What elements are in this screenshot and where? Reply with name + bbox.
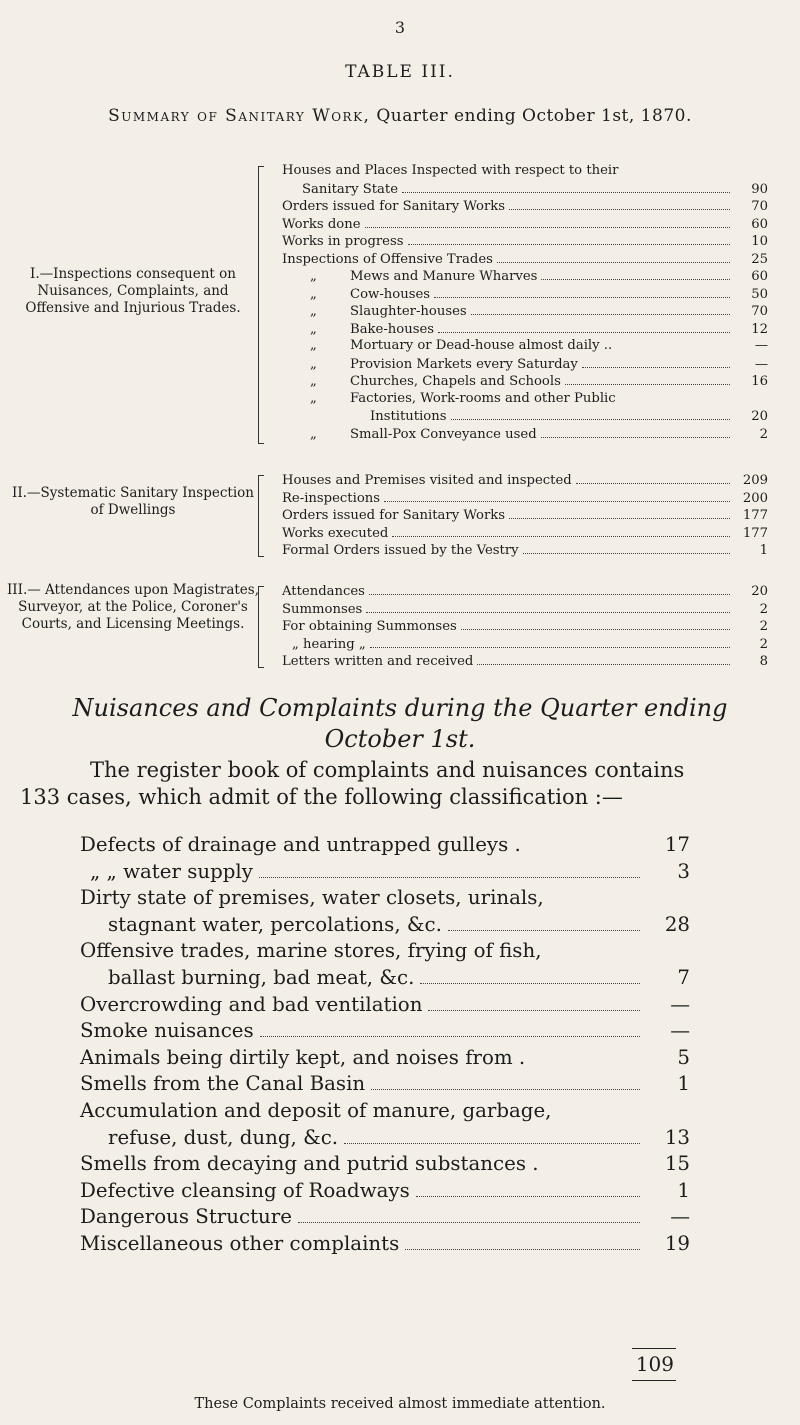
list-item	[80, 832, 690, 859]
table-row	[282, 355, 768, 373]
row-value: 200	[742, 490, 768, 506]
row-value: 10	[751, 234, 768, 249]
row-label: Houses and Places Inspected with respect to their	[282, 163, 619, 178]
row-label-text: Factories, Work-rooms and other Public	[350, 390, 616, 406]
row-value: 177	[742, 508, 768, 523]
item-label: Smells from the Canal Basin	[80, 1072, 366, 1096]
ditto-mark: „	[310, 321, 317, 337]
list-item	[80, 859, 690, 886]
row-label-text: Bake-houses	[350, 321, 435, 337]
row-label	[282, 356, 578, 374]
list-item	[80, 965, 690, 992]
list-item	[80, 1231, 690, 1258]
row-label: Attendances	[282, 584, 365, 599]
intro-line1: The register book of complaints and nuisances contains	[90, 758, 685, 782]
subtitle-caps: Summary of Sanitary Work,	[108, 106, 371, 126]
ditto-mark: „	[310, 390, 317, 406]
ditto-mark: „	[310, 374, 317, 389]
item-label: Defects of drainage and untrapped gulleys .	[80, 833, 521, 856]
table-row	[282, 372, 768, 390]
table-row	[282, 471, 768, 489]
section1-label: I.—Inspections consequent on Nuisances, Complaints, and Offensive and Injurious Trades.	[25, 266, 241, 316]
row-label: For obtaining Summonses	[282, 619, 457, 634]
item-label: stagnant water, percolations, &c.	[108, 912, 442, 936]
row-label: Inspections of Offensive Trades	[282, 251, 493, 267]
table-row	[282, 215, 768, 233]
list-item	[80, 1045, 690, 1072]
item-label: Dirty state of premises, water closets, urinals,	[80, 886, 544, 910]
complaints-total: 109	[635, 1352, 674, 1376]
table-row	[282, 600, 768, 618]
row-label-text: Cow-houses	[350, 286, 431, 302]
item-value: 5	[677, 1045, 690, 1069]
table-row	[282, 250, 768, 268]
item-value: 1	[677, 1072, 690, 1096]
item-label: Smells from decaying and putrid substances .	[80, 1152, 539, 1176]
table-row	[282, 407, 768, 425]
section2-label: II.—Systematic Sanitary Inspection of Dwellings	[12, 485, 254, 518]
list-item	[80, 1125, 690, 1152]
row-value: 20	[751, 584, 768, 599]
row-label: „ hearing „	[292, 636, 366, 652]
row-label-text: Churches, Chapels and Schools	[350, 374, 561, 389]
nuisances-heading-line2: October 1st.	[324, 725, 476, 753]
section3-rows	[282, 582, 768, 670]
item-label: Smoke nuisances	[80, 1019, 254, 1043]
subtitle-rest: Quarter ending October 1st, 1870.	[376, 106, 692, 126]
item-value: 19	[664, 1231, 690, 1255]
ditto-mark: „	[310, 356, 317, 372]
row-value: 8	[759, 654, 768, 669]
table-row	[282, 337, 768, 355]
total-rule-bottom	[632, 1380, 676, 1381]
row-value: 2	[759, 636, 768, 652]
section3-brace	[258, 586, 273, 668]
row-label-text: Mews and Manure Wharves	[350, 269, 538, 284]
item-label: ballast burning, bad meat, &c.	[108, 965, 415, 989]
list-item	[80, 912, 690, 939]
row-label-text: Mortuary or Dead-house almost daily ..	[350, 338, 613, 353]
item-label: Overcrowding and bad ventilation	[80, 992, 423, 1016]
row-value: 2	[759, 601, 768, 617]
table-row	[282, 267, 768, 285]
row-value: 20	[751, 409, 768, 424]
intro-line2: 133 cases, which admit of the following classification :—	[20, 785, 623, 809]
row-label-text: Slaughter-houses	[350, 304, 467, 319]
row-value: 25	[751, 251, 768, 267]
list-item	[80, 1178, 690, 1205]
ditto-mark: „	[310, 286, 317, 302]
item-label: „ „ water supply	[90, 859, 253, 883]
row-label	[282, 373, 561, 391]
row-label	[282, 303, 467, 321]
table-row	[282, 302, 768, 320]
row-value: 60	[751, 269, 768, 284]
nuisances-intro	[20, 757, 780, 811]
table-row	[282, 635, 768, 653]
section1-brace	[258, 166, 273, 444]
row-value: 70	[751, 199, 768, 214]
item-value: 28	[664, 912, 690, 936]
row-value: 12	[751, 321, 768, 337]
row-label: Re-inspections	[282, 490, 381, 506]
item-value: 3	[677, 859, 690, 883]
table-row	[282, 180, 768, 198]
ditto-mark: „	[310, 426, 317, 442]
row-label	[282, 321, 434, 339]
item-value: —	[670, 1019, 690, 1043]
row-label	[282, 286, 430, 304]
table-row	[282, 285, 768, 303]
item-value: —	[670, 1205, 690, 1229]
table-row	[282, 162, 768, 180]
row-value: 2	[759, 426, 768, 442]
item-value: 17	[664, 833, 690, 856]
row-label: Works in progress	[282, 234, 404, 249]
ditto-mark: „	[310, 304, 317, 319]
row-value: 16	[751, 374, 768, 389]
row-label	[282, 337, 612, 355]
row-label: Sanitary State	[302, 181, 399, 197]
table-row	[282, 197, 768, 215]
footer-note: These Complaints received almost immediate attention.	[194, 1396, 606, 1412]
row-label	[282, 390, 616, 408]
row-value: 50	[751, 286, 768, 302]
list-item	[80, 1151, 690, 1178]
list-item	[80, 885, 690, 912]
ditto-mark: „	[310, 338, 317, 353]
table-row	[282, 489, 768, 507]
section2-rows	[282, 471, 768, 559]
table-row	[282, 232, 768, 250]
list-item	[80, 1071, 690, 1098]
complaints-list	[80, 832, 690, 1258]
row-value: 1	[759, 543, 768, 558]
list-item	[80, 992, 690, 1019]
row-label: Orders issued for Sanitary Works	[282, 199, 506, 214]
row-label-text: Provision Markets every Saturday	[350, 356, 578, 372]
row-value: 209	[742, 473, 768, 488]
item-label: Animals being dirtily kept, and noises from .	[80, 1045, 526, 1069]
nuisances-heading-line1: Nuisances and Complaints during the Quarter ending	[72, 694, 728, 722]
row-label: Houses and Premises visited and inspected	[282, 473, 572, 488]
list-item	[80, 1018, 690, 1045]
row-value: 60	[751, 216, 768, 232]
page-number: 3	[394, 18, 406, 37]
table-row	[282, 541, 768, 559]
section3-label: III.— Attendances upon Magistrates, Surveyor, at the Police, Coroner's Courts, and Licensing Meetings.	[6, 582, 260, 632]
item-label: Defective cleansing of Roadways	[80, 1178, 410, 1202]
section1-rows	[282, 162, 768, 442]
row-value: 90	[751, 181, 768, 197]
nuisances-heading	[0, 693, 800, 755]
table-row	[282, 390, 768, 408]
list-item	[80, 938, 690, 965]
row-label: Letters written and received	[282, 654, 474, 669]
table-row	[282, 582, 768, 600]
item-value: 7	[677, 965, 690, 989]
item-value: 13	[664, 1125, 690, 1149]
item-value: —	[670, 992, 690, 1016]
row-value: —	[754, 356, 768, 372]
row-label-text: Small-Pox Conveyance used	[350, 426, 537, 442]
row-label: Formal Orders issued by the Vestry	[282, 543, 519, 558]
table-row	[282, 425, 768, 443]
row-label: Works done	[282, 216, 361, 232]
list-item	[80, 1204, 690, 1231]
item-label: Miscellaneous other complaints	[80, 1231, 400, 1255]
row-label: Institutions	[370, 409, 447, 424]
total-rule-top	[632, 1348, 676, 1349]
table-row	[282, 617, 768, 635]
row-value: 177	[742, 525, 768, 541]
item-value: 15	[664, 1152, 690, 1176]
table-row	[282, 320, 768, 338]
row-value: 2	[759, 619, 768, 634]
row-label: Works executed	[282, 525, 389, 541]
item-label: Accumulation and deposit of manure, garbage,	[80, 1098, 552, 1122]
section2-brace	[258, 475, 273, 557]
item-label: Dangerous Structure	[80, 1205, 292, 1229]
ditto-mark: „	[310, 269, 317, 284]
row-value: 70	[751, 304, 768, 319]
list-item	[80, 1098, 690, 1125]
row-label: Orders issued for Sanitary Works	[282, 508, 506, 523]
table-title: TABLE III.	[345, 62, 455, 82]
row-label	[282, 426, 537, 444]
table-row	[282, 506, 768, 524]
row-label	[282, 268, 537, 286]
table-subtitle	[0, 106, 800, 126]
item-value: 1	[677, 1178, 690, 1202]
row-label: Summonses	[282, 601, 363, 617]
item-label: Offensive trades, marine stores, frying of fish,	[80, 939, 542, 963]
table-row	[282, 524, 768, 542]
item-label: refuse, dust, dung, &c.	[108, 1125, 339, 1149]
row-value: —	[754, 338, 768, 353]
table-row	[282, 652, 768, 670]
